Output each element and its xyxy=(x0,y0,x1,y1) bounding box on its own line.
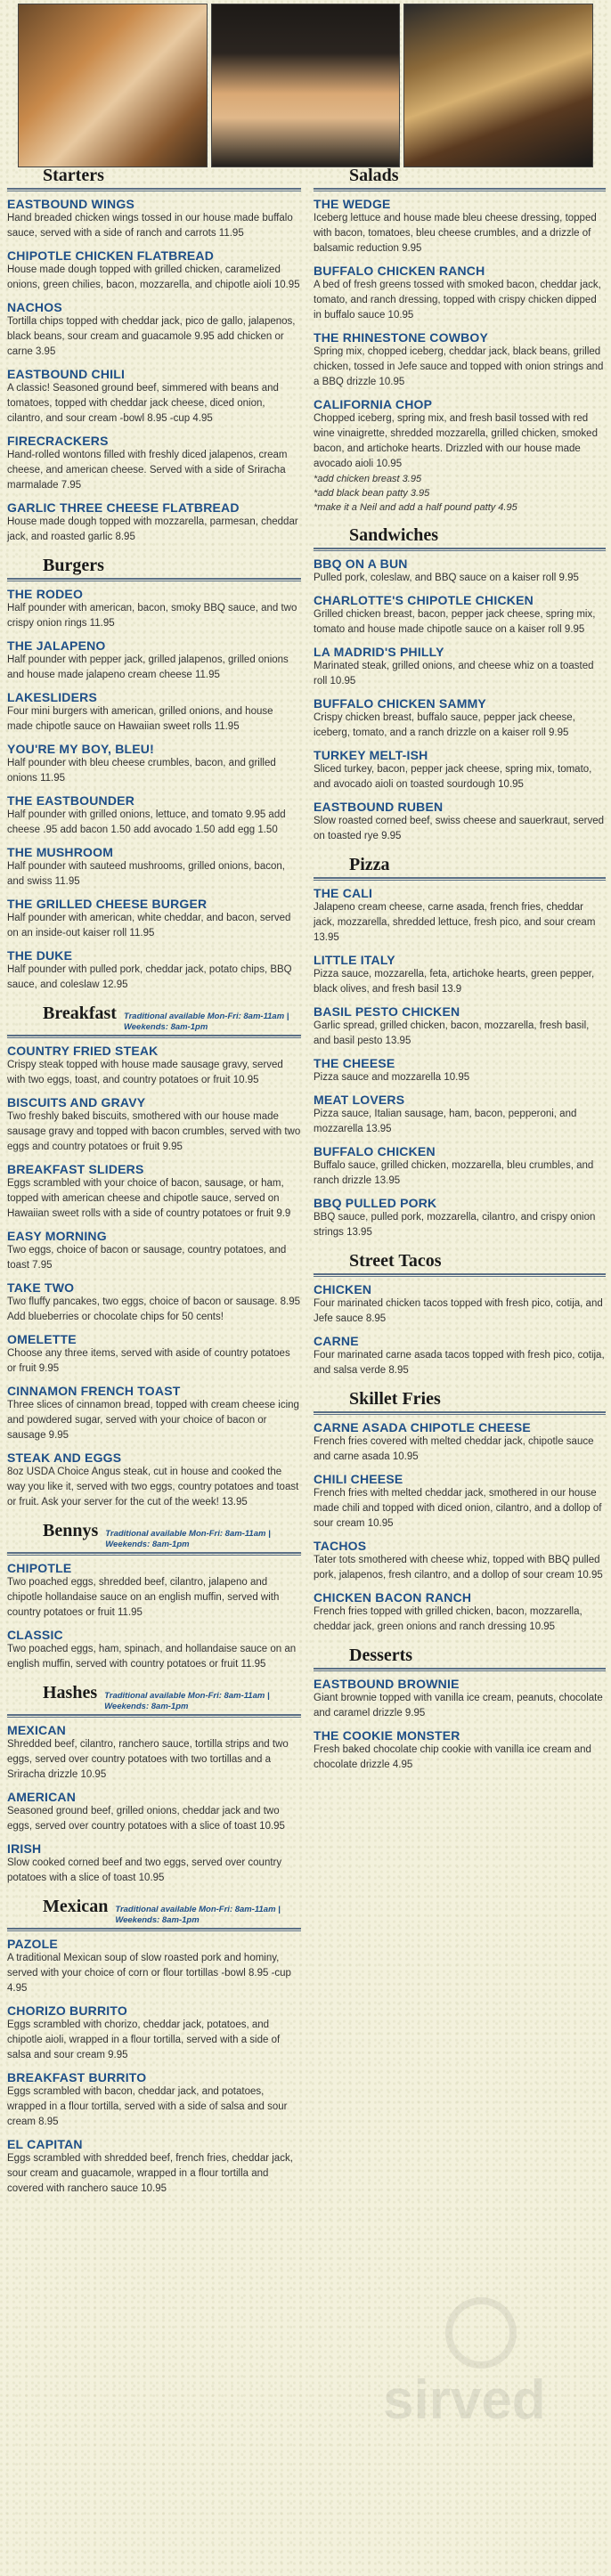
menu-item xyxy=(7,2003,301,2063)
section-title: Desserts xyxy=(349,1646,413,1665)
menu-item xyxy=(314,1093,606,1137)
menu-item-addon: *add chicken breast 3.95 xyxy=(314,474,422,484)
section-divider xyxy=(314,548,606,551)
menu-item xyxy=(314,264,606,323)
menu-item xyxy=(314,1472,606,1532)
section-header xyxy=(7,1683,301,1712)
menu-item xyxy=(7,248,301,293)
menu-item xyxy=(314,886,606,946)
menu-item-name: AMERICAN xyxy=(7,1790,77,1804)
menu-item xyxy=(7,300,301,360)
menu-section xyxy=(7,1521,301,1672)
menu-item-name: EL CAPITAN xyxy=(7,2137,83,2151)
menu-section xyxy=(314,1251,606,1378)
menu-item-description: Buffalo sauce, grilled chicken, mozzarella, bleu crumbles, and ranch drizzle 13.95 xyxy=(314,1160,594,1186)
menu-item-name: EASY MORNING xyxy=(7,1229,107,1243)
menu-item-description: Crispy chicken breast, buffalo sauce, pepper jack cheese, iceberg, tomato, and a ranch drizzle on a kaiser roll 9.95 xyxy=(314,712,575,738)
menu-item-name: CHIPOTLE CHICKEN FLATBREAD xyxy=(7,248,215,263)
menu-item-description: Pulled pork, coleslaw, and BBQ sauce on a kaiser roll 9.95 xyxy=(314,573,579,583)
menu-item xyxy=(7,948,301,993)
section-header xyxy=(7,166,301,186)
menu-item-name: CHILI CHEESE xyxy=(314,1472,403,1486)
section-header xyxy=(314,1389,606,1410)
photo-burger xyxy=(403,4,593,167)
menu-item xyxy=(7,1332,301,1377)
menu-item-description: Two poached eggs, ham, spinach, and hollandaise sauce on an english muffin, served with country potatoes or fruit 11.95 xyxy=(7,1644,297,1670)
menu-item xyxy=(7,897,301,941)
menu-item xyxy=(314,1677,606,1721)
section-divider xyxy=(314,877,606,881)
section-header xyxy=(7,1004,301,1033)
menu-item-description: Grilled chicken breast, bacon, pepper jack cheese, spring mix, tomato and house made chipotle sauce on a kaiser roll 9.95 xyxy=(314,609,596,635)
watermark-icon xyxy=(445,2297,517,2369)
menu-left-column xyxy=(7,166,301,2204)
photo-waffle-plate xyxy=(18,4,208,167)
menu-item xyxy=(7,1280,301,1325)
section-title: Pizza xyxy=(349,855,390,874)
menu-item-name: THE CHEESE xyxy=(314,1056,395,1070)
menu-item xyxy=(7,1628,301,1672)
menu-item-description: Eggs scrambled with chorizo, cheddar jack, potatoes, and chipotle aioli, wrapped in a flour tortilla, served with a side of salsa and sour cream 9.95 xyxy=(7,2019,281,2060)
section-hours-note: Traditional available Mon-Fri: 8am-11am | Weekends: 8am-1pm xyxy=(105,1529,271,1549)
menu-item xyxy=(7,1561,301,1621)
menu-item-description: 8oz USDA Choice Angus steak, cut in house and cooked the way you like it, served with two eggs, country potatoes and toast or fruit. Ask your server for the cut of the week! 13.95 xyxy=(7,1467,299,1507)
menu-item-description: Half pounder with pepper jack, grilled jalapenos, grilled onions and house made jalapeno cream cheese 11.95 xyxy=(7,654,289,680)
menu-item-description: Four marinated carne asada tacos topped with fresh pico, cotija, and salsa verde 8.95 xyxy=(314,1350,605,1376)
menu-item-description: Slow cooked corned beef and two eggs, served over country potatoes with a slice of toast 10.95 xyxy=(7,1857,282,1883)
menu-item xyxy=(314,557,606,586)
menu-item xyxy=(7,434,301,493)
section-hours-note: Traditional available Mon-Fri: 8am-11am | Weekends: 8am-1pm xyxy=(104,1691,270,1711)
menu-item-name: MEAT LOVERS xyxy=(314,1093,405,1107)
menu-item xyxy=(7,742,301,786)
menu-item-description: Marinated steak, grilled onions, and cheese whiz on a toasted roll 10.95 xyxy=(314,661,594,687)
menu-item xyxy=(314,197,606,256)
section-title: Salads xyxy=(349,166,399,185)
menu-item-name: IRISH xyxy=(7,1841,42,1856)
menu-item-name: GARLIC THREE CHEESE FLATBREAD xyxy=(7,500,240,515)
menu-item xyxy=(314,1420,606,1465)
menu-item-name: EASTBOUND WINGS xyxy=(7,197,134,211)
menu-item xyxy=(7,367,301,427)
section-divider xyxy=(7,1928,301,1931)
menu-item-description: Half pounder with american, bacon, smoky BBQ sauce, and two crispy onion rings 11.95 xyxy=(7,603,297,629)
menu-item-description: House made dough topped with grilled chicken, caramelized onions, green chilies, bacon, mozzarella, and chipotle aioli 10.95 xyxy=(7,264,300,290)
menu-item xyxy=(7,793,301,838)
section-header xyxy=(7,1521,301,1550)
section-title: Street Tacos xyxy=(349,1251,442,1271)
section-header xyxy=(314,1646,606,1666)
section-divider xyxy=(7,188,301,191)
section-divider xyxy=(7,578,301,581)
menu-item-description: Hand-rolled wontons filled with freshly diced jalapenos, cream cheese, and american cheese. Served with a side of Sriracha marmalade 7.95 xyxy=(7,450,288,491)
menu-item xyxy=(7,1790,301,1834)
menu-item-name: BBQ PULLED PORK xyxy=(314,1196,437,1210)
menu-item-name: CHORIZO BURRITO xyxy=(7,2003,127,2018)
menu-item-name: BREAKFAST SLIDERS xyxy=(7,1162,144,1176)
menu-item-name: TACHOS xyxy=(314,1539,367,1553)
watermark-logo: sirved xyxy=(383,2369,546,2431)
menu-item-name: BBQ ON A BUN xyxy=(314,557,408,571)
menu-section xyxy=(7,1004,301,1510)
menu-item-name: CARNE xyxy=(314,1334,359,1348)
section-header xyxy=(314,525,606,546)
section-divider xyxy=(7,1552,301,1556)
menu-section xyxy=(314,1646,606,1773)
section-title: Skillet Fries xyxy=(349,1389,441,1409)
menu-item-description: Two freshly baked biscuits, smothered with our house made sausage gravy and topped with bacon crumbles, served with two eggs and country potatoes or fruit 9.95 xyxy=(7,1111,301,1152)
menu-item xyxy=(314,1004,606,1049)
menu-item-description: Half pounder with sauteed mushrooms, grilled onions, bacon, and swiss 11.95 xyxy=(7,861,285,887)
section-title: Burgers xyxy=(43,556,104,575)
menu-item-name: THE RHINESTONE COWBOY xyxy=(314,330,489,345)
menu-item xyxy=(314,953,606,997)
menu-item-name: NACHOS xyxy=(7,300,62,314)
section-hours-note: Traditional available Mon-Fri: 8am-11am | Weekends: 8am-1pm xyxy=(115,1905,281,1925)
menu-item-name: TURKEY MELT-ISH xyxy=(314,748,428,762)
menu-item-description: A classic! Seasoned ground beef, simmered with beans and tomatoes, topped with cheddar jack cheese, diced onion, cilantro, and sour cream -bowl 8.95 -cup 4.95 xyxy=(7,383,279,424)
menu-item-name: BUFFALO CHICKEN xyxy=(314,1144,436,1158)
menu-item xyxy=(7,1229,301,1273)
menu-item-name: CHIPOTLE xyxy=(7,1561,72,1575)
menu-section xyxy=(7,556,301,993)
section-header xyxy=(314,855,606,875)
menu-item-description: Eggs scrambled with your choice of bacon, sausage, or ham, topped with american cheese and chipotle sauce, served on Hawaiian sweet rolls with a side of country potatoes or fruit 9.9 xyxy=(7,1178,291,1219)
menu-item xyxy=(7,690,301,735)
menu-item xyxy=(7,1095,301,1155)
menu-item-description: Two poached eggs, shredded beef, cilantro, jalapeno and chipotle hollandaise sauce on an english muffin, served with country potatoes or fruit 11.95 xyxy=(7,1577,280,1618)
menu-item-name: THE JALAPENO xyxy=(7,638,106,653)
section-title: Sandwiches xyxy=(349,525,439,545)
menu-item-name: CINNAMON FRENCH TOAST xyxy=(7,1384,181,1398)
menu-item-description: Seasoned ground beef, grilled onions, cheddar jack and two eggs, served over country potatoes with a slice of toast 10.95 xyxy=(7,1806,285,1832)
menu-item xyxy=(7,197,301,241)
menu-item-description: Fresh baked chocolate chip cookie with vanilla ice cream and chocolate drizzle 4.95 xyxy=(314,1744,591,1770)
menu-item-description: French fries topped with grilled chicken, bacon, mozzarella, cheddar jack, green onions and ranch dressing 10.95 xyxy=(314,1606,582,1632)
menu-section xyxy=(314,855,606,1240)
menu-item-name: COUNTRY FRIED STEAK xyxy=(7,1044,159,1058)
menu-item-description: Iceberg lettuce and house made bleu cheese dressing, topped with bacon, tomatoes, bleu cheese crumbles, and a drizzle of balsamic reduction 9.95 xyxy=(314,213,597,254)
menu-section xyxy=(7,1683,301,1886)
menu-item-description: Jalapeno cream cheese, carne asada, french fries, cheddar jack, mozzarella, shredded lettuce, fresh pico, and sour cream 13.95 xyxy=(314,902,596,943)
section-header xyxy=(7,556,301,576)
menu-item-name: THE RODEO xyxy=(7,587,84,601)
menu-item xyxy=(314,1056,606,1085)
menu-item-description: Two eggs, choice of bacon or sausage, country potatoes, and toast 7.95 xyxy=(7,1245,287,1271)
menu-item-name: BISCUITS AND GRAVY xyxy=(7,1095,146,1109)
menu-item-name: BASIL PESTO CHICKEN xyxy=(314,1004,460,1019)
menu-item-name: FIRECRACKERS xyxy=(7,434,109,448)
menu-item xyxy=(7,1937,301,1996)
menu-item xyxy=(314,696,606,741)
header-photo-strip xyxy=(18,4,593,167)
menu-item-name: BUFFALO CHICKEN SAMMY xyxy=(314,696,486,711)
menu-item-description: Sliced turkey, bacon, pepper jack cheese, spring mix, tomato, and avocado aioli on toasted sourdough 10.95 xyxy=(314,764,592,790)
menu-item xyxy=(314,800,606,844)
section-divider xyxy=(7,1714,301,1718)
menu-item-description: Shredded beef, cilantro, ranchero sauce, tortilla strips and two eggs, served over country potatoes with two tortillas and a Sriracha drizzle 10.95 xyxy=(7,1739,289,1780)
menu-item-name: THE GRILLED CHEESE BURGER xyxy=(7,897,208,911)
menu-item-description: Hand breaded chicken wings tossed in our house made buffalo sauce, served with a side of ranch and carrots 11.95 xyxy=(7,213,293,239)
photo-woman-beer xyxy=(211,4,401,167)
menu-item xyxy=(7,638,301,683)
section-hours-note: Traditional available Mon-Fri: 8am-11am | Weekends: 8am-1pm xyxy=(123,1012,289,1032)
menu-item xyxy=(7,1162,301,1222)
menu-section xyxy=(314,166,606,515)
menu-item-description: Pizza sauce, Italian sausage, ham, bacon, pepperoni, and mozzarella 13.95 xyxy=(314,1109,577,1134)
menu-item-name: CHICKEN xyxy=(314,1282,372,1296)
menu-item-name: THE EASTBOUNDER xyxy=(7,793,135,808)
menu-item-description: Slow roasted corned beef, swiss cheese and sauerkraut, served on toasted rye 9.95 xyxy=(314,816,605,841)
menu-item xyxy=(7,1044,301,1088)
menu-item-name: YOU'RE MY BOY, BLEU! xyxy=(7,742,154,756)
menu-item-name: LAKESLIDERS xyxy=(7,690,97,704)
menu-item xyxy=(314,330,606,390)
menu-item-description: Spring mix, chopped iceberg, cheddar jack, black beans, grilled chicken, tossed in Jefe sauce and topped with onion strings and a BBQ drizzle 10.95 xyxy=(314,346,604,387)
menu-item-description: Half pounder with bleu cheese crumbles, bacon, and grilled onions 11.95 xyxy=(7,758,276,784)
menu-section xyxy=(7,1897,301,2197)
section-title: Bennys xyxy=(43,1521,99,1540)
menu-item xyxy=(7,2137,301,2197)
section-divider xyxy=(314,1273,606,1277)
menu-item xyxy=(7,2070,301,2130)
menu-item xyxy=(314,1728,606,1773)
menu-item xyxy=(7,1451,301,1510)
menu-item-name: CLASSIC xyxy=(7,1628,63,1642)
menu-item-name: BUFFALO CHICKEN RANCH xyxy=(314,264,485,278)
section-title: Mexican xyxy=(43,1897,109,1916)
menu-item-name: STEAK AND EGGS xyxy=(7,1451,122,1465)
menu-item xyxy=(314,1282,606,1327)
menu-section xyxy=(7,166,301,545)
menu-item xyxy=(7,1723,301,1783)
menu-item xyxy=(314,748,606,792)
menu-item-name: CALIFORNIA CHOP xyxy=(314,397,433,411)
menu-section xyxy=(314,1389,606,1635)
section-divider xyxy=(314,1411,606,1415)
menu-item-description: Chopped iceberg, spring mix, and fresh basil tossed with red wine vinaigrette, shredded mozzarella, grilled chicken, smoked bacon, and artichoke hearts. Drizzled with our house made avocado aioli 10.95 xyxy=(314,413,598,469)
menu-item-description: Crispy steak topped with house made sausage gravy, served with two eggs, toast, and country potatoes or fruit 10.95 xyxy=(7,1060,283,1085)
menu-item-name: OMELETTE xyxy=(7,1332,77,1346)
menu-item xyxy=(7,1384,301,1443)
menu-item-description: Pizza sauce and mozzarella 10.95 xyxy=(314,1072,470,1083)
section-header xyxy=(314,1251,606,1272)
section-header xyxy=(314,166,606,186)
menu-item xyxy=(314,645,606,689)
menu-item xyxy=(314,397,606,515)
menu-item-addon: *add black bean patty 3.95 xyxy=(314,488,430,499)
menu-item-description: Choose any three items, served with aside of country potatoes or fruit 9.95 xyxy=(7,1348,290,1374)
menu-item xyxy=(314,1590,606,1635)
menu-item-description: House made dough topped with mozzarella, parmesan, cheddar jack, and roasted garlic 8.95 xyxy=(7,516,298,542)
menu-item-name: EASTBOUND RUBEN xyxy=(314,800,444,814)
menu-item-name: THE MUSHROOM xyxy=(7,845,114,859)
menu-item-description: Pizza sauce, mozzarella, feta, artichoke hearts, green pepper, black olives, and fresh basil 13.9 xyxy=(314,969,595,995)
menu-item-name: LA MADRID'S PHILLY xyxy=(314,645,444,659)
menu-item-description: Four marinated chicken tacos topped with fresh pico, cotija, and Jefe sauce 8.95 xyxy=(314,1298,603,1324)
section-title: Hashes xyxy=(43,1683,98,1702)
menu-item-name: BREAKFAST BURRITO xyxy=(7,2070,147,2084)
menu-item xyxy=(7,500,301,545)
section-title: Breakfast xyxy=(43,1004,117,1023)
menu-item-description: BBQ sauce, pulled pork, mozzarella, cilantro, and crispy onion strings 13.95 xyxy=(314,1212,596,1238)
menu-item-description: Half pounder with pulled pork, cheddar jack, potato chips, BBQ sauce, and coleslaw 12.95 xyxy=(7,964,292,990)
menu-item-description: Two fluffy pancakes, two eggs, choice of bacon or sausage. 8.95 Add blueberries or chocolate chips for 50 cents! xyxy=(7,1296,301,1322)
menu-item-description: Half pounder with american, white cheddar, and bacon, served on an inside-out kaiser roll 11.95 xyxy=(7,913,291,939)
menu-item xyxy=(314,1334,606,1378)
section-header xyxy=(7,1897,301,1926)
menu-item-description: Four mini burgers with american, grilled onions, and house made chipotle sauce on Hawaiian sweet rolls 11.95 xyxy=(7,706,273,732)
menu-item xyxy=(7,587,301,631)
menu-item-name: THE CALI xyxy=(314,886,373,900)
menu-item-name: EASTBOUND BROWNIE xyxy=(314,1677,460,1691)
menu-right-column xyxy=(314,166,606,1780)
menu-item-description: Tater tots smothered with cheese whiz, topped with BBQ pulled pork, jalapenos, fresh cilantro, and a dollop of sour cream 10.95 xyxy=(314,1555,603,1581)
section-divider xyxy=(7,1035,301,1038)
menu-item xyxy=(7,1841,301,1886)
section-divider xyxy=(314,188,606,191)
menu-item-description: Half pounder with grilled onions, lettuce, and tomato 9.95 add cheese .95 add bacon 1.50 add avocado 1.50 add egg 1.50 xyxy=(7,809,286,835)
menu-item-name: CHICKEN BACON RANCH xyxy=(314,1590,472,1605)
menu-section xyxy=(314,525,606,844)
menu-item xyxy=(314,1539,606,1583)
menu-item xyxy=(314,593,606,638)
menu-item xyxy=(314,1196,606,1240)
menu-item-name: PAZOLE xyxy=(7,1937,58,1951)
menu-item-name: TAKE TWO xyxy=(7,1280,75,1295)
menu-item-description: French fries covered with melted cheddar jack, chipotle sauce and carne asada 10.95 xyxy=(314,1436,594,1462)
section-title: Starters xyxy=(43,166,104,185)
menu-item-description: Eggs scrambled with bacon, cheddar jack, and potatoes, wrapped in a flour tortilla, served with a side of salsa and sour cream 8.95 xyxy=(7,2086,288,2127)
menu-item xyxy=(7,845,301,890)
menu-item xyxy=(314,1144,606,1189)
menu-item-description: Giant brownie topped with vanilla ice cream, peanuts, chocolate and caramel drizzle 9.95 xyxy=(314,1693,603,1719)
section-divider xyxy=(314,1668,606,1671)
menu-item-name: CARNE ASADA CHIPOTLE CHEESE xyxy=(314,1420,531,1434)
menu-item-description: A bed of fresh greens tossed with smoked bacon, cheddar jack, tomato, and ranch dressing, topped with crispy chicken dipped in buffalo sauce 10.95 xyxy=(314,280,601,321)
menu-item-name: EASTBOUND CHILI xyxy=(7,367,126,381)
menu-item-name: MEXICAN xyxy=(7,1723,66,1737)
menu-item-description: Tortilla chips topped with cheddar jack, pico de gallo, jalapenos, black beans, sour cream and guacamole 9.95 add chicken or carne 3.95 xyxy=(7,316,296,357)
menu-item-name: THE WEDGE xyxy=(314,197,391,211)
menu-item-description: French fries with melted cheddar jack, smothered in our house made chili and topped with diced onion, cilantro, and a dollop of sour cream 10.95 xyxy=(314,1488,602,1529)
menu-item-name: CHARLOTTE'S CHIPOTLE CHICKEN xyxy=(314,593,534,607)
menu-item-description: Three slices of cinnamon bread, topped with cream cheese icing and powdered sugar, served with your choice of bacon or sausage 9.95 xyxy=(7,1400,299,1441)
menu-item-description: Garlic spread, grilled chicken, bacon, mozzarella, fresh basil, and basil pesto 13.95 xyxy=(314,1020,590,1046)
menu-item-description: Eggs scrambled with shredded beef, french fries, cheddar jack, sour cream and guacamole, wrapped in a flour tortilla and covered with ranchero sauce 10.95 xyxy=(7,2153,293,2194)
menu-item-name: THE COOKIE MONSTER xyxy=(314,1728,460,1743)
menu-item-name: LITTLE ITALY xyxy=(314,953,395,967)
menu-item-name: THE DUKE xyxy=(7,948,73,963)
menu-item-description: A traditional Mexican soup of slow roasted pork and hominy, served with your choice of corn or flour tortillas -bowl 8.95 -cup 4.95 xyxy=(7,1953,291,1994)
menu-item-addon: *make it a Neil and add a half pound patty 4.95 xyxy=(314,502,517,513)
